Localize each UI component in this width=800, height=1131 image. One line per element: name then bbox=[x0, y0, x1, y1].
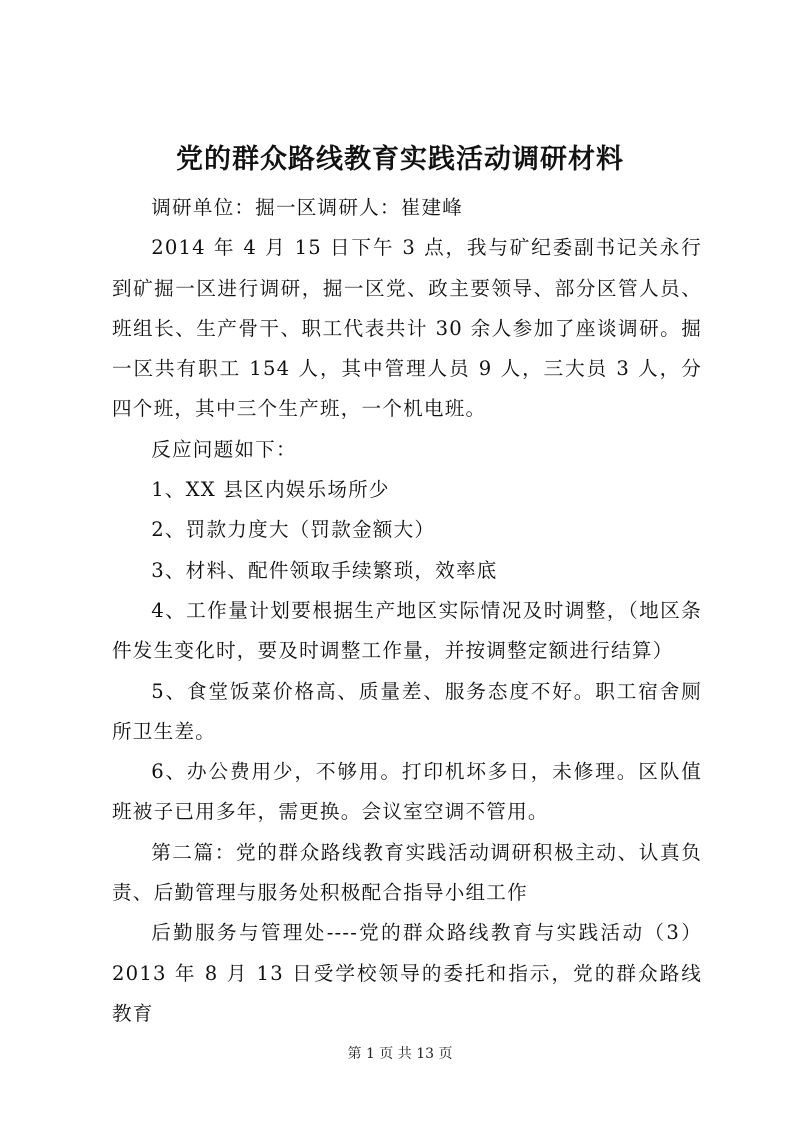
list-item-issue-3: 3、材料、配件领取手续繁琐，效率底 bbox=[151, 558, 498, 582]
document-title: 党的群众路线教育实践活动调研材料 bbox=[176, 144, 624, 175]
paragraph-second-article-body: 后勤服务与管理处----党的群众路线教育与实践活动（3）2013 年 8 月 13 日受学校领导的委托和指示，党的群众路线教育 bbox=[112, 921, 702, 1025]
paragraph-survey-unit: 调研单位：掘一区调研人：崔建峰 bbox=[151, 196, 464, 219]
paragraph-second-article-title: 第二篇：党的群众路线教育实践活动调研积极主动、认真负责、后勤管理与服务处积极配合指导小组工作 bbox=[112, 840, 702, 905]
paragraph-survey-intro: 2014 年 4 月 15 日下午 3 点，我与矿纪委副书记关永行到矿掘一区进行调研，掘一区党、政主要领导、部分区管人员、班组长、生产骨干、职工代表共计 30 余人参加了座谈调研。掘一区共有职工 154 人，其中管理人员 9 人，三大员 3 人，分四个班，其中三个生产班，一个机电班。 bbox=[112, 236, 702, 421]
list-item-issue-6: 6、办公费用少，不够用。打印机坏多日，未修理。区队值班被子已用多年，需更换。会议室空调不管用。 bbox=[112, 760, 702, 824]
page-number-footer: 第 1 页 共 13 页 bbox=[347, 1046, 453, 1062]
list-item-issue-5: 5、食堂饭菜价格高、质量差、服务态度不好。职工宿舍厕所卫生差。 bbox=[112, 679, 702, 743]
paragraph-issues-heading: 反应问题如下： bbox=[151, 437, 297, 461]
list-item-issue-2: 2、罚款力度大（罚款金额大） bbox=[151, 518, 436, 542]
list-item-issue-4: 4、工作量计划要根据生产地区实际情况及时调整，（地区条件发生变化时，要及时调整工作量，并按调整定额进行结算） bbox=[112, 598, 702, 663]
document-body bbox=[112, 188, 702, 1034]
list-item-issue-1: 1、XX 县区内娱乐场所少 bbox=[151, 478, 390, 502]
